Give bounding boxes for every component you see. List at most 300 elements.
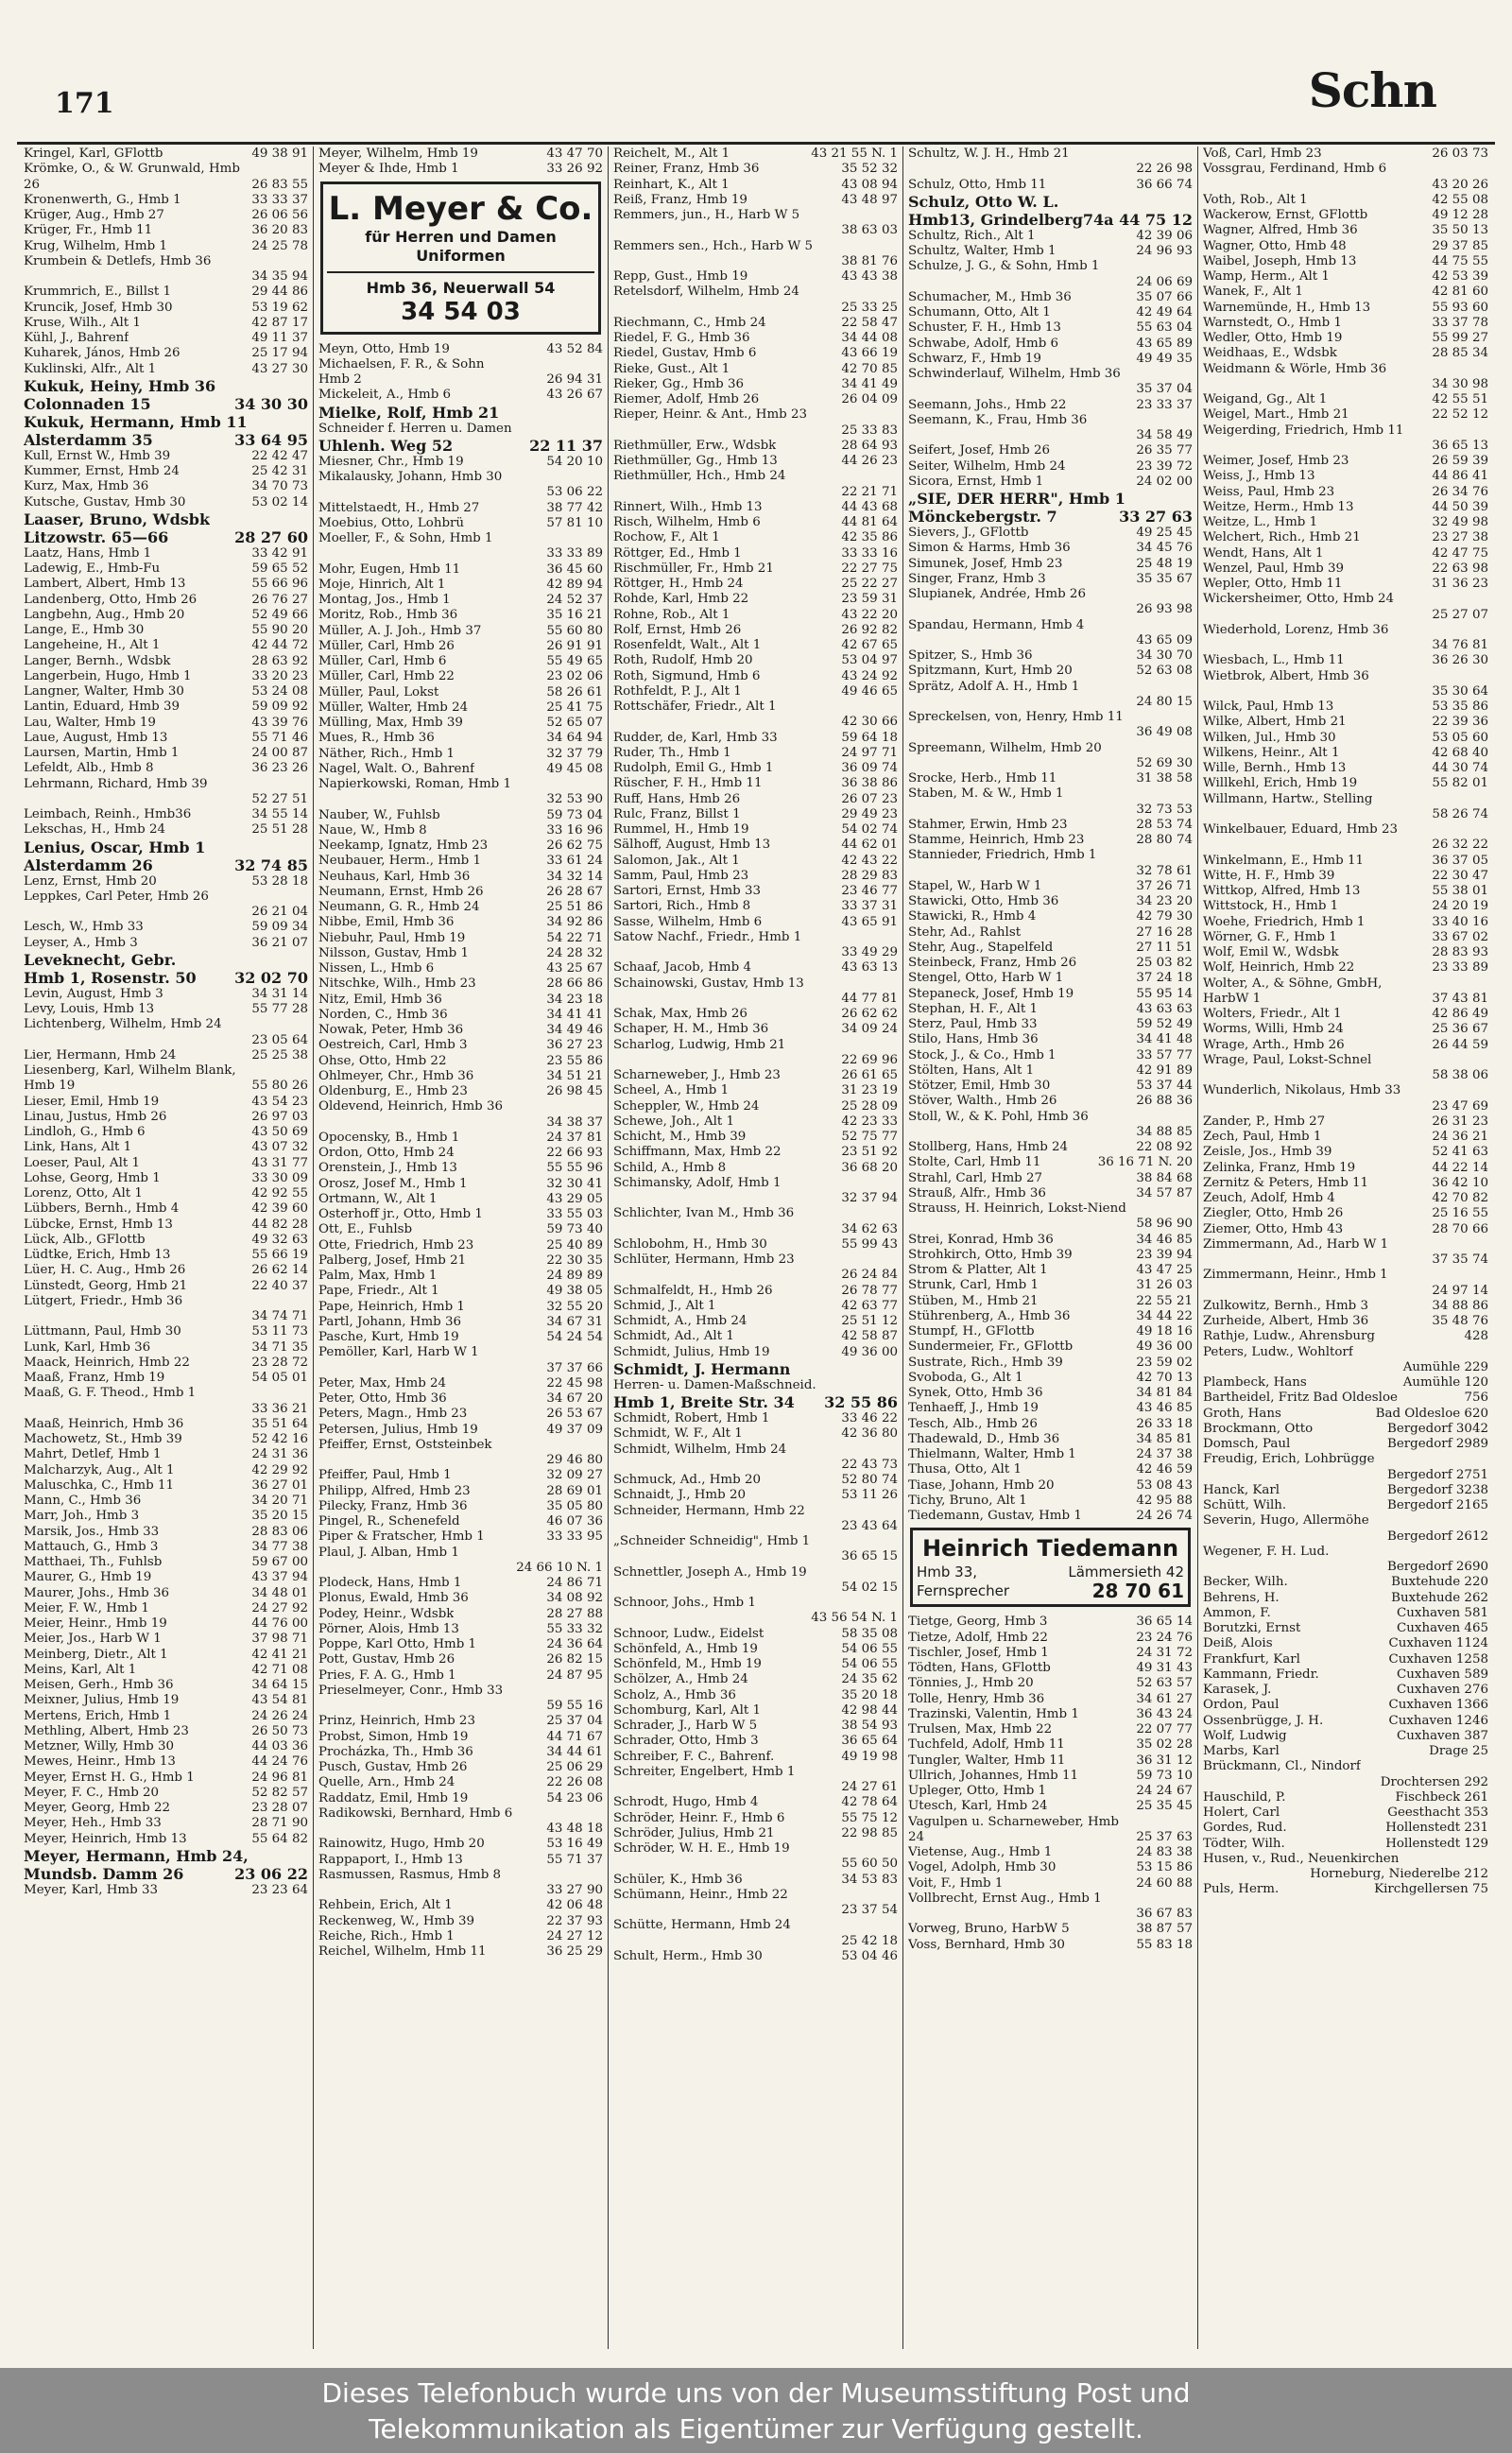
subscriber-name: Pingel, R., Schenefeld <box>318 1514 460 1529</box>
phone-number: 43 22 20 <box>841 607 898 622</box>
listing-entry <box>908 1447 1193 1462</box>
phone-number: 34 32 14 <box>546 869 603 884</box>
phone-number: 36 49 08 <box>1136 725 1193 740</box>
listing-entry <box>908 508 1193 526</box>
listing-entry <box>318 1853 603 1868</box>
phone-number: 32 78 61 <box>1136 863 1193 878</box>
phone-number: 28 64 93 <box>841 438 898 453</box>
subscriber-name: Vagulpen u. Scharneweber, Hmb <box>908 1814 1119 1829</box>
subscriber-name: Risch, Wilhelm, Hmb 6 <box>613 515 761 529</box>
subscriber-name: Hmb13, Grindelberg74a <box>908 210 1114 229</box>
listing-entry <box>908 680 1193 695</box>
phone-number: 29 37 85 <box>1432 238 1488 253</box>
listing-entry <box>908 244 1193 259</box>
listing-entry <box>1203 1314 1488 1329</box>
phone-number: 52 63 57 <box>1136 1676 1193 1691</box>
subscriber-name: Weiss, J., Hmb 13 <box>1203 469 1315 484</box>
subscriber-name: Willmann, Hartw., Stelling <box>1203 791 1373 806</box>
phone-number: 35 50 13 <box>1432 223 1488 238</box>
listing-entry <box>1203 1652 1488 1667</box>
phone-number: 44 50 39 <box>1432 499 1488 514</box>
listing-entry <box>1203 439 1488 454</box>
phone-number <box>599 1345 603 1360</box>
listing-entry <box>613 761 898 776</box>
phone-number: 22 26 98 <box>1136 162 1193 177</box>
subscriber-name: Meier, Heinr., Hmb 19 <box>24 1616 167 1631</box>
subscriber-name: Leyser, A., Hmb 3 <box>24 935 138 950</box>
listing-entry <box>908 290 1193 305</box>
listing-entry <box>1203 653 1488 668</box>
subscriber-name: Krumbein & Detlefs, Hmb 36 <box>24 253 212 268</box>
phone-number: 53 04 46 <box>841 1948 898 1963</box>
listing-entry <box>24 1648 308 1663</box>
listing-entry <box>1203 945 1488 960</box>
listing-entry <box>318 1423 603 1438</box>
phone-number: 34 41 48 <box>1136 1032 1193 1047</box>
listing-entry <box>1203 392 1488 407</box>
listing-entry <box>1203 869 1488 884</box>
phone-number: 42 39 06 <box>1136 228 1193 243</box>
listing-entry <box>24 1601 308 1616</box>
subscriber-name: Stehr, Aug., Stapelfeld <box>908 940 1054 955</box>
listing-entry <box>908 1294 1193 1309</box>
listing-entry <box>908 1815 1193 1830</box>
phone-number: 54 05 01 <box>251 1371 308 1385</box>
listing-entry <box>24 1110 308 1125</box>
listing-entry <box>24 1095 308 1110</box>
listing-entry <box>613 1688 898 1703</box>
listing-entry <box>24 269 308 285</box>
subscriber-name: Lübcke, Ernst, Hmb 13 <box>24 1217 173 1232</box>
subscriber-name: Lüttmann, Paul, Hmb 30 <box>24 1324 181 1339</box>
phone-number: Drochtersen 292 <box>1380 1774 1488 1789</box>
listing-entry <box>613 1780 898 1795</box>
listing-entry <box>1203 1775 1488 1790</box>
listing-entry <box>318 731 603 746</box>
phone-number: 53 24 08 <box>251 684 308 699</box>
listing-entry <box>318 1730 603 1745</box>
listing-entry <box>908 786 1193 802</box>
subscriber-name: Ammon, F. <box>1203 1605 1271 1620</box>
listing-entry <box>1203 1252 1488 1268</box>
subscriber-name: Wedler, Otto, Hmb 19 <box>1203 331 1343 345</box>
phone-number: 23 59 02 <box>1136 1355 1193 1370</box>
phone-number <box>894 469 898 484</box>
listing-entry <box>613 1918 898 1933</box>
subscriber-name: Lantin, Eduard, Hmb 39 <box>24 700 180 715</box>
subscriber-name: Winkelmann, E., Hmb 11 <box>1203 853 1364 868</box>
listing-entry <box>24 1402 308 1417</box>
phone-number: 44 22 14 <box>1432 1160 1488 1175</box>
phone-number: Cuxhaven 1258 <box>1388 1651 1488 1667</box>
listing-entry <box>1203 1852 1488 1867</box>
listing-entry <box>908 1784 1193 1799</box>
phone-number: 37 37 66 <box>546 1360 603 1375</box>
subscriber-name: Rudder, de, Karl, Hmb 33 <box>613 730 778 745</box>
subscriber-name: Wittstock, H., Hmb 1 <box>1203 899 1339 914</box>
phone-number: 42 35 86 <box>841 530 898 545</box>
phone-number: 52 49 66 <box>251 607 308 622</box>
phone-number <box>304 951 308 969</box>
phone-number: 36 25 29 <box>546 1944 603 1959</box>
listing-entry <box>613 930 898 945</box>
listing-entry <box>908 1079 1193 1094</box>
listing-entry <box>1203 1007 1488 1022</box>
listing-entry <box>318 578 603 593</box>
phone-number: 22 08 92 <box>1136 1140 1193 1154</box>
listing-entry <box>318 1791 603 1806</box>
phone-number: 23 28 72 <box>251 1355 308 1370</box>
phone-number: 52 75 77 <box>841 1130 898 1144</box>
subscriber-name: Pott, Gustav, Hmb 26 <box>318 1652 455 1667</box>
subscriber-name: Schölzer, A., Hmb 24 <box>613 1672 748 1687</box>
listing-entry <box>1203 884 1488 899</box>
phone-number: 52 65 07 <box>546 716 603 730</box>
phone-number: 34 81 84 <box>1136 1386 1193 1400</box>
phone-number: 34 55 14 <box>251 807 308 821</box>
listing-entry <box>908 1462 1193 1477</box>
listing-entry <box>318 1484 603 1499</box>
listing-entry <box>24 479 308 494</box>
subscriber-name: Prinz, Heinrich, Hmb 23 <box>318 1714 475 1729</box>
phone-number: 26 06 56 <box>251 208 308 222</box>
listing-entry <box>908 664 1193 679</box>
phone-number <box>894 1378 898 1393</box>
subscriber-name: Remmers sen., Hch., Harb W 5 <box>613 238 814 253</box>
phone-number: Bergedorf 3238 <box>1387 1482 1488 1497</box>
subscriber-name: Tietze, Adolf, Hmb 22 <box>908 1630 1048 1645</box>
subscriber-name: Lünstedt, Georg, Hmb 21 <box>24 1278 188 1293</box>
subscriber-name: Schumann, Otto, Alt 1 <box>908 305 1051 320</box>
phone-number: 46 07 36 <box>546 1514 603 1529</box>
listing-entry <box>613 1657 898 1672</box>
listing-entry <box>24 1186 308 1201</box>
phone-number <box>599 1546 603 1561</box>
listing-entry <box>1203 1729 1488 1744</box>
listing-entry <box>613 1549 898 1564</box>
listing-entry <box>24 561 308 577</box>
phone-number: 36 20 83 <box>251 223 308 238</box>
subscriber-name: Karasek, J. <box>1203 1683 1272 1697</box>
listing-entry <box>613 746 898 761</box>
listing-entry <box>318 437 603 455</box>
phone-number: 26 78 77 <box>841 1283 898 1298</box>
listing-entry <box>908 1509 1193 1524</box>
listing-entry <box>24 716 308 731</box>
listing-entry <box>318 654 603 669</box>
listing-entry <box>24 890 308 905</box>
subscriber-name: Maack, Heinrich, Hmb 22 <box>24 1355 190 1370</box>
subscriber-name: Voit, F., Hmb 1 <box>908 1875 1004 1891</box>
phone-number: 42 36 80 <box>841 1426 898 1442</box>
listing-entry <box>1203 731 1488 746</box>
phone-number: 43 48 97 <box>841 192 898 207</box>
listing-entry <box>24 684 308 700</box>
subscriber-name: Moritz, Rob., Hmb 36 <box>318 608 458 623</box>
phone-number: 36 21 07 <box>251 935 308 950</box>
listing-entry <box>318 455 603 470</box>
subscriber-name: Schlichter, Ivan M., Hmb 36 <box>613 1206 795 1221</box>
listing-entry <box>1203 1545 1488 1560</box>
subscriber-name: Schreiter, Engelbert, Hmb 1 <box>613 1764 796 1779</box>
listing-entry <box>24 1739 308 1754</box>
listing-entry <box>318 1269 603 1284</box>
subscriber-name: Sprätz, Adolf A. H., Hmb 1 <box>908 679 1080 694</box>
subscriber-name: Lübbers, Bernh., Hmb 4 <box>24 1201 180 1217</box>
listing-entry <box>24 1586 308 1601</box>
subscriber-name: Sartori, Ernst, Hmb 33 <box>613 884 762 898</box>
phone-number: 26 24 84 <box>841 1268 898 1283</box>
subscriber-name: Rulc, Franz, Billst 1 <box>613 806 741 821</box>
listing-entry <box>24 1279 308 1294</box>
phone-number <box>1485 1053 1488 1068</box>
listing-entry <box>1203 976 1488 992</box>
listing-entry <box>908 1922 1193 1937</box>
phone-number: 33 37 78 <box>1432 315 1488 330</box>
subscriber-name: Machowetz, St., Hmb 39 <box>24 1432 182 1446</box>
listing-entry <box>908 848 1193 863</box>
subscriber-name: Schulz, Otto W. L. <box>908 192 1059 211</box>
subscriber-name: Nibbe, Emil, Hmb 36 <box>318 915 455 930</box>
subscriber-name: Lorenz, Otto, Alt 1 <box>24 1186 143 1201</box>
listing-entry <box>318 1315 603 1330</box>
subscriber-name: Brockmann, Otto <box>1203 1421 1314 1436</box>
listing-entry <box>613 608 898 623</box>
listing-entry <box>908 305 1193 320</box>
phone-number: Geesthacht 353 <box>1387 1805 1488 1820</box>
subscriber-name: Moje, Hinrich, Alt 1 <box>318 577 446 592</box>
phone-number: 34 41 49 <box>841 376 898 391</box>
listing-entry <box>318 1944 603 1960</box>
phone-number: 53 06 22 <box>546 485 603 500</box>
phone-number: 38 81 76 <box>841 253 898 268</box>
subscriber-name: Stephan, H. F., Alt 1 <box>908 1001 1039 1016</box>
listing-entry <box>613 854 898 869</box>
phone-number: 23 47 69 <box>1432 1098 1488 1114</box>
listing-entry <box>24 1309 308 1324</box>
phone-number: 428 <box>1464 1329 1488 1344</box>
listing-entry <box>613 1504 898 1519</box>
subscriber-name: Stapel, W., Harb W 1 <box>908 878 1042 893</box>
listing-entry <box>1203 1882 1488 1897</box>
listing-entry <box>908 1171 1193 1186</box>
listing-entry <box>908 741 1193 756</box>
subscriber-name: Nitschke, Wilh., Hmb 23 <box>318 976 476 992</box>
subscriber-name: Rieker, Gg., Hmb 36 <box>613 376 745 391</box>
phone-number: 23 39 72 <box>1136 458 1193 474</box>
subscriber-name: Rainowitz, Hugo, Hmb 20 <box>318 1837 485 1852</box>
subscriber-name: Tödter, Wilh. <box>1203 1836 1285 1851</box>
listing-entry <box>1203 1560 1488 1575</box>
phone-number: 43 47 70 <box>546 147 603 161</box>
ad-address: Hmb 36, Neuerwall 54 <box>366 278 556 297</box>
phone-number: 49 11 37 <box>251 331 308 345</box>
listing-entry <box>318 1330 603 1345</box>
phone-number: 54 24 54 <box>546 1330 603 1344</box>
subscriber-name: Schiffmann, Max, Hmb 22 <box>613 1145 782 1160</box>
listing-entry <box>613 1130 898 1145</box>
listing-entry <box>24 1883 308 1898</box>
phone-number: 49 31 43 <box>1136 1661 1193 1675</box>
subscriber-name: Schröder, Heinr. F., Hmb 6 <box>613 1810 785 1825</box>
phone-number: 22 39 36 <box>1432 715 1488 730</box>
subscriber-name: Pasche, Kurt, Hmb 19 <box>318 1330 459 1344</box>
subscriber-name: Schnaidt, J., Hmb 20 <box>613 1488 746 1503</box>
subscriber-name: Wolf, Ludwig <box>1203 1728 1287 1743</box>
listing-entry <box>318 1499 603 1514</box>
subscriber-name: Stührenberg, A., Hmb 36 <box>908 1308 1071 1323</box>
subscriber-name: Steinbeck, Franz, Hmb 26 <box>908 956 1077 970</box>
subscriber-name: Stamme, Heinrich, Hmb 23 <box>908 833 1085 847</box>
listing-entry <box>24 1125 308 1140</box>
listing-entry <box>908 1661 1193 1676</box>
phone-number <box>1189 710 1193 725</box>
subscriber-name: Maaß, G. F. Theod., Hmb 1 <box>24 1386 197 1401</box>
subscriber-name: Pemöller, Karl, Harb W 1 <box>318 1345 479 1360</box>
phone-number: 37 35 74 <box>1432 1252 1488 1267</box>
phone-number: 34 31 14 <box>251 986 308 1001</box>
subscriber-name: Srocke, Herb., Hmb 11 <box>908 771 1057 786</box>
subscriber-name: Rudolph, Emil G., Hmb 1 <box>613 761 774 775</box>
phone-number: 25 35 45 <box>1136 1799 1193 1814</box>
listing-entry <box>1203 1636 1488 1651</box>
phone-number: 24 96 81 <box>251 1770 308 1785</box>
phone-number: 24 97 71 <box>841 745 898 760</box>
listing-entry <box>613 285 898 300</box>
subscriber-name: Stöver, Walth., Hmb 26 <box>908 1094 1057 1109</box>
subscriber-name: Langbehn, Aug., Hmb 20 <box>24 607 185 622</box>
phone-number: 36 65 15 <box>841 1549 898 1564</box>
subscriber-name: Lenz, Ernst, Hmb 20 <box>24 873 157 889</box>
listing-entry <box>24 1218 308 1233</box>
phone-number <box>894 1206 898 1221</box>
phone-number: 25 33 25 <box>841 300 898 315</box>
phone-number <box>1485 1545 1488 1560</box>
listing-entry <box>908 941 1193 956</box>
listing-entry <box>24 969 308 987</box>
subscriber-name: Riedel, Gustav, Hmb 6 <box>613 346 757 361</box>
subscriber-name: Schneider, Hermann, Hmb 22 <box>613 1503 805 1518</box>
subscriber-name: Rehbein, Erich, Alt 1 <box>318 1898 453 1913</box>
phone-number: 24 36 21 <box>1432 1130 1488 1144</box>
phone-number: 43 37 94 <box>251 1570 308 1585</box>
listing-entry <box>1203 1099 1488 1114</box>
listing-entry <box>613 884 898 899</box>
listing-entry <box>908 1417 1193 1432</box>
phone-number <box>1485 1452 1488 1467</box>
listing-entry <box>318 946 603 961</box>
phone-number: 34 44 61 <box>546 1744 603 1759</box>
subscriber-name: Wolters, Friedr., Alt 1 <box>1203 1007 1342 1021</box>
listing-entry <box>613 1642 898 1657</box>
phone-number: 25 48 19 <box>1136 556 1193 571</box>
phone-number: 44 86 41 <box>1432 469 1488 484</box>
listing-entry <box>1203 1790 1488 1805</box>
subscriber-name: Ullrich, Johannes, Hmb 11 <box>908 1768 1079 1783</box>
subscriber-name: Riethmüller, Gg., Hmb 13 <box>613 454 778 468</box>
subscriber-name: Laue, August, Hmb 13 <box>24 730 168 745</box>
subscriber-name: Stüben, M., Hmb 21 <box>908 1293 1039 1308</box>
phone-number: 26 93 98 <box>1136 602 1193 617</box>
listing-entry <box>1203 1360 1488 1375</box>
phone-number: 25 17 94 <box>251 346 308 361</box>
phone-number: 55 80 26 <box>251 1079 308 1094</box>
subscriber-name: Weigel, Mart., Hmb 21 <box>1203 407 1349 423</box>
subscriber-name: Neumann, G. R., Hmb 24 <box>318 900 480 914</box>
listing-entry <box>613 1488 898 1503</box>
listing-entry <box>24 1263 308 1278</box>
listing-entry <box>613 976 898 992</box>
phone-number: 23 39 94 <box>1136 1247 1193 1262</box>
phone-number <box>1485 1268 1488 1283</box>
listing-entry <box>1203 684 1488 700</box>
subscriber-name: Moebius, Otto, Lohbrü <box>318 515 465 530</box>
subscriber-name: Orosz, Josef M., Hmb 1 <box>318 1176 468 1191</box>
listing-entry <box>24 1663 308 1678</box>
phone-number: 37 98 71 <box>251 1632 308 1647</box>
subscriber-name: Wilke, Albert, Hmb 21 <box>1203 715 1347 730</box>
listing-entry <box>318 1898 603 1913</box>
subscriber-name: Stölten, Hans, Alt 1 <box>908 1062 1035 1078</box>
listing-entry <box>908 1063 1193 1079</box>
subscriber-name: Thusa, Otto, Alt 1 <box>908 1462 1022 1477</box>
subscriber-name: Waibel, Joseph, Hmb 13 <box>1203 253 1357 268</box>
subscriber-name: Kurz, Max, Hmb 36 <box>24 479 149 494</box>
subscriber-name: Meixner, Julius, Hmb 19 <box>24 1693 180 1708</box>
subscriber-name: Seiter, Wilhelm, Hmb 24 <box>908 458 1066 474</box>
phone-number: 43 63 13 <box>841 960 898 976</box>
subscriber-name: Alsterdamm 26 <box>24 855 153 874</box>
listing-entry <box>1203 1237 1488 1252</box>
subscriber-name: Stollberg, Hans, Hmb 24 <box>908 1140 1069 1154</box>
subscriber-name: Seemann, Johs., Hmb 22 <box>908 397 1067 412</box>
phone-number <box>894 239 898 254</box>
subscriber-name: Sterz, Paul, Hmb 33 <box>908 1017 1038 1031</box>
subscriber-name: Napierkowski, Roman, Hmb 1 <box>318 777 511 791</box>
phone-number: 55 83 18 <box>1136 1937 1193 1952</box>
phone-number: 26 33 18 <box>1136 1416 1193 1431</box>
subscriber-name: Palberg, Josef, Hmb 21 <box>318 1252 467 1268</box>
subscriber-name: Stötzer, Emil, Hmb 30 <box>908 1079 1051 1093</box>
subscriber-name: Meier, Jos., Harb W 1 <box>24 1632 162 1647</box>
listing-entry <box>908 956 1193 971</box>
phone-number: 28 66 86 <box>546 976 603 992</box>
phone-number: 26 76 27 <box>251 592 308 607</box>
phone-number <box>894 930 898 945</box>
listing-entry <box>1203 469 1488 484</box>
subscriber-name: Ruder, Th., Hmb 1 <box>613 745 731 760</box>
phone-number: 42 86 49 <box>1432 1007 1488 1021</box>
subscriber-name: Riethmüller, Hch., Hmb 24 <box>613 469 786 484</box>
listing-entry <box>1203 1114 1488 1130</box>
phone-number <box>1189 193 1193 211</box>
subscriber-name: Scholz, A., Hmb 36 <box>613 1687 736 1702</box>
subscriber-name: Neuhaus, Karl, Hmb 36 <box>318 869 471 884</box>
listing-entry <box>908 648 1193 664</box>
phone-number: 59 65 52 <box>251 561 308 576</box>
listing-entry <box>613 1719 898 1734</box>
subscriber-name: Ordon, Paul <box>1203 1698 1280 1713</box>
subscriber-name: Freudig, Erich, Lohbrügge <box>1203 1452 1375 1467</box>
subscriber-name: Warnemünde, H., Hmb 13 <box>1203 300 1371 315</box>
listing-entry <box>318 531 603 546</box>
listing-entry <box>1203 1268 1488 1283</box>
phone-number: 34 30 30 <box>234 394 308 413</box>
phone-number <box>1189 848 1193 863</box>
listing-entry <box>908 147 1193 162</box>
listing-entry <box>24 1771 308 1786</box>
subscriber-name: Scheel, A., Hmb 1 <box>613 1083 730 1098</box>
